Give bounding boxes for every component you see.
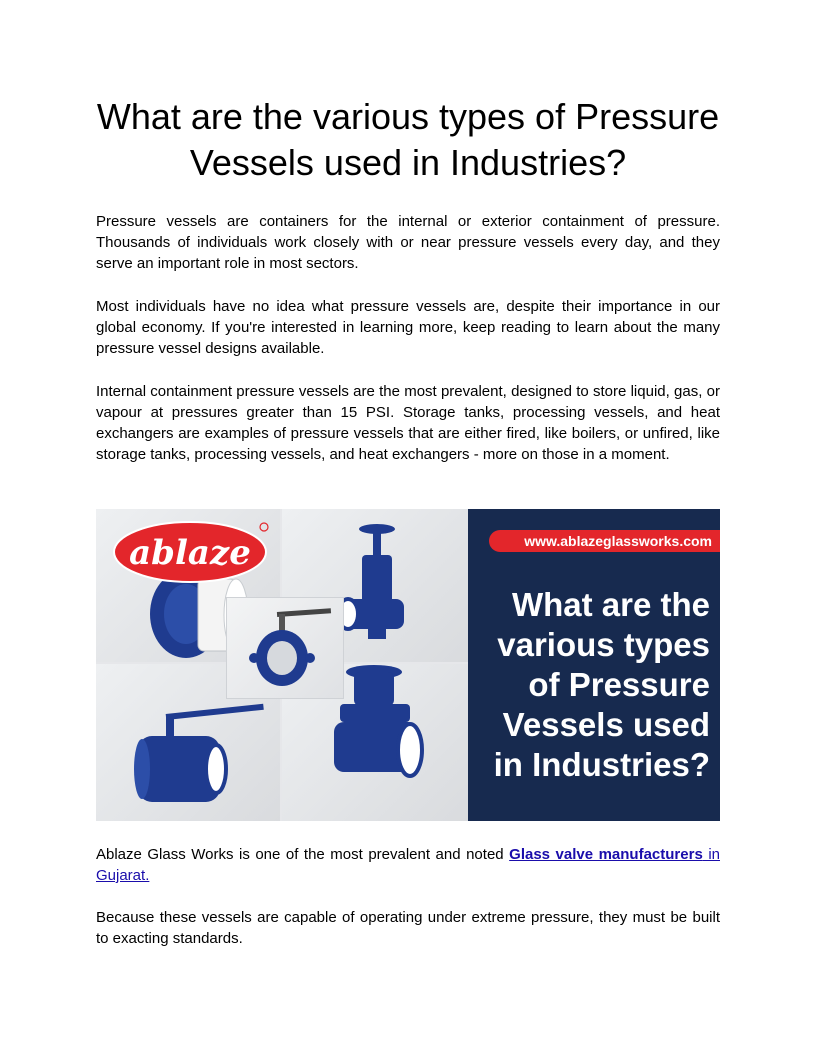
article-banner-image bbox=[96, 509, 720, 821]
paragraph-awareness: Most individuals have no idea what pressure vessels are, despite their importance in our global economy. If you're interested in learning more, keep reading to learn about the many pressure vessel designs available. bbox=[96, 298, 720, 357]
paragraph-standards: Because these vessels are capable of operating under extreme pressure, they must be built to exacting standards. bbox=[96, 909, 720, 947]
paragraph-ablaze bbox=[96, 844, 720, 886]
banner-url: www.ablazeglassworks.com bbox=[489, 530, 720, 552]
logo-text: ablaze bbox=[129, 533, 251, 573]
paragraph-intro: Pressure vessels are containers for the internal or exterior containment of pressure. Thousands of individuals work closely with or near pressure vessels every day, and they serve an important role in most sectors. bbox=[96, 213, 720, 272]
paragraph-internal-containment: Internal containment pressure vessels are the most prevalent, designed to store liquid, gas, or vapour at pressures greater than 15 PSI. Storage tanks, processing vessels, and heat exchangers are examples of pressure vessels that are either fired, like boilers, or unfired, like storage tanks, processing vessels, and heat exchangers - more on those in a moment. bbox=[96, 383, 720, 463]
paragraph-ablaze-text: Ablaze Glass Works is one of the most prevalent and noted bbox=[96, 846, 510, 863]
page-title: What are the various types of Pressure Vessels used in Industries? bbox=[96, 96, 720, 183]
valve-photo-center bbox=[226, 597, 344, 699]
glass-valve-manufacturers-link[interactable]: Glass valve manufacturers bbox=[509, 846, 703, 863]
butterfly-valve-icon bbox=[227, 598, 343, 698]
banner-heading: What are the various types of Pressure Vessels used in Industries? bbox=[493, 586, 710, 783]
ablaze-logo bbox=[112, 519, 272, 585]
in-gujarat-link[interactable]: in Gujarat. bbox=[96, 846, 720, 884]
